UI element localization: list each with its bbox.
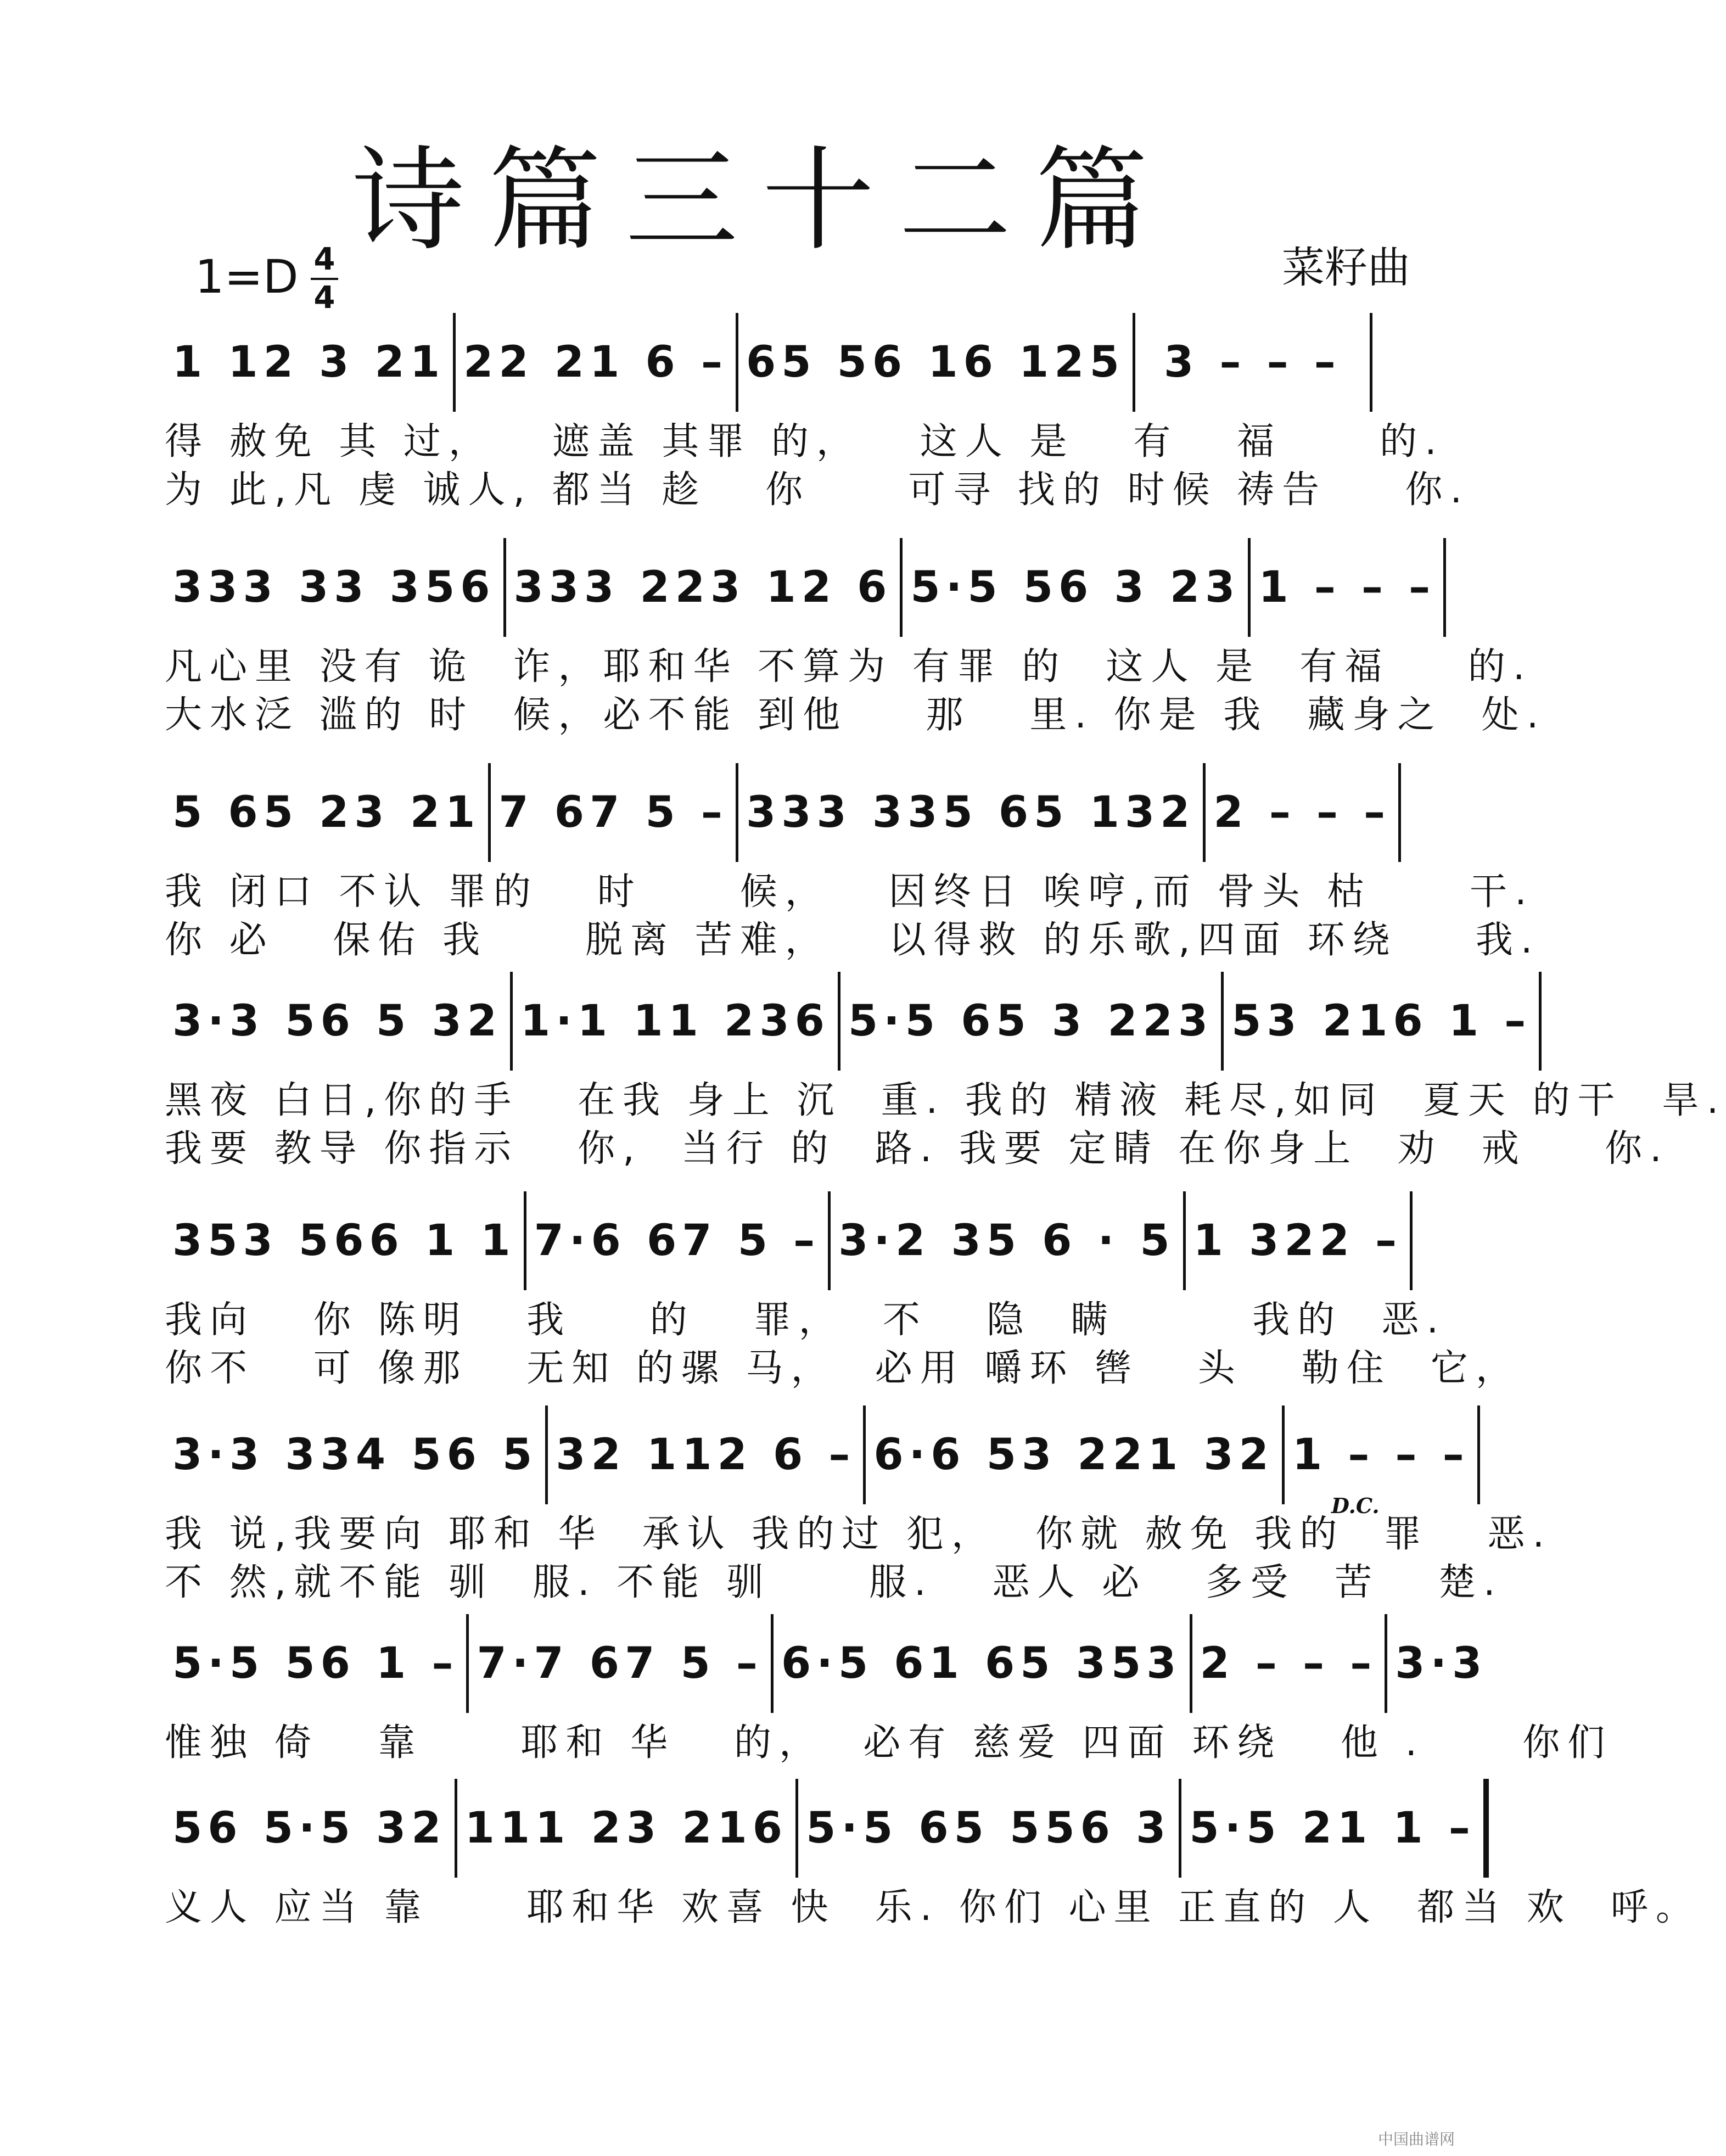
staff-row <box>165 1191 1403 1290</box>
barline <box>1370 313 1372 412</box>
time-signature <box>311 242 338 316</box>
final-barline <box>1483 1779 1489 1878</box>
staff-row <box>165 1614 1488 1713</box>
lyric-line: 我向 你 陈明 我 的 罪， 不 隐 瞒 我的 恶. <box>165 1298 1447 1342</box>
double-barline <box>1477 1405 1480 1504</box>
lyric-line: 不 然,就不能 驯 服. 不能 驯 服. 恶人 必 多受 苦 楚. <box>165 1561 1503 1604</box>
measure: 1 – – – <box>1258 563 1436 612</box>
measure: 6·5 61 65 353 <box>781 1639 1182 1688</box>
measure: 3·2 35 6 · 5 <box>838 1216 1175 1265</box>
system-8 <box>165 1779 1701 1929</box>
lyric-line: 惟独 倚 靠 耶和 华 的， 必有 慈爱 四面 环绕 他 . 你们 <box>165 1721 1613 1765</box>
lyric-line: 大水泛 滥的 时 候，必不能 到他 那 里. 你是 我 藏身之 处. <box>165 693 1546 737</box>
barline <box>1398 763 1401 862</box>
barline <box>1410 1191 1413 1290</box>
pickup-measure: 3·3 <box>1395 1639 1488 1688</box>
measure: 5·5 56 1 – <box>172 1639 459 1688</box>
measure: 53 216 1 – <box>1231 996 1532 1046</box>
measure: 7·6 67 5 – <box>534 1216 821 1265</box>
measure: 5·5 65 556 3 <box>806 1804 1172 1853</box>
measure: 1 322 – <box>1193 1216 1403 1265</box>
measure: 7·7 67 5 – <box>477 1639 763 1688</box>
measure: 3·3 334 56 5 <box>172 1430 538 1480</box>
measure: 333 33 356 <box>172 563 496 612</box>
measure: 5 65 23 21 <box>172 788 481 837</box>
system-3 <box>165 763 1540 962</box>
measure: 7 67 5 – <box>498 788 728 837</box>
system-4 <box>165 972 1726 1171</box>
lyric-line: 得 赦免 其 过， 遮盖 其罪 的， 这人 是 有 福 的. <box>165 420 1444 463</box>
barline <box>1539 972 1542 1071</box>
measure: 1 12 3 21 <box>172 338 446 387</box>
measure: 5·5 21 1 – <box>1189 1804 1476 1853</box>
staff-row <box>165 538 1436 637</box>
da-capo-mark: D.C. <box>1331 1493 1380 1518</box>
system-6 <box>165 1405 1553 1604</box>
system-5 <box>165 1191 1521 1390</box>
measure: 5·5 65 3 223 <box>848 996 1214 1046</box>
lyric-line: 你 必 保佑 我 脱离 苦难， 以得救 的乐歌,四面 环绕 我. <box>165 919 1540 962</box>
system-7 <box>165 1614 1613 1765</box>
measure: 22 21 6 – <box>463 338 728 387</box>
lyric-line: 我要 教导 你指示 你, 当行 的 路. 我要 定睛 在你身上 劝 戒 你. <box>165 1127 1669 1171</box>
watermark: 中国曲谱网 <box>1378 2130 1455 2148</box>
staff-row <box>165 763 1391 862</box>
measure: 3 – – – <box>1164 338 1341 387</box>
staff-row <box>165 1779 1476 1878</box>
lyric-line: 为 此,凡 虔 诚人, 都当 趁 你 可寻 找的 时候 祷告 你. <box>165 468 1470 512</box>
system-1 <box>165 313 1470 512</box>
measure: 2 – – – <box>1200 1639 1377 1688</box>
lyric-line: 凡心里 没有 诡 诈，耶和华 不算为 有罪 的 这人 是 有福 的. <box>165 645 1533 688</box>
measure: 333 223 12 6 <box>513 563 893 612</box>
composer: 菜籽曲 <box>1282 243 1411 293</box>
measure: 1·1 11 236 <box>520 996 830 1046</box>
time-denominator: 4 <box>313 280 335 316</box>
measure: 353 566 1 1 <box>172 1216 516 1265</box>
measure: 65 56 16 125 <box>746 338 1125 387</box>
measure: 56 5·5 32 <box>172 1804 447 1853</box>
system-2 <box>165 538 1546 737</box>
measure: 6·6 53 221 32 <box>873 1430 1274 1480</box>
measure: 32 112 6 – <box>556 1430 856 1480</box>
measure: 2 – – – <box>1213 788 1391 837</box>
measure: 3·3 56 5 32 <box>172 996 503 1046</box>
lyric-line: 你不 可 像那 无知 的骡 马， 必用 嚼环 辔 头 勒住 它， <box>165 1347 1521 1390</box>
lyric-line: 我 闭口 不认 罪的 时 候， 因终日 唉哼,而 骨头 枯 干. <box>165 870 1534 914</box>
song-title: 诗篇三十二篇 <box>352 136 1172 266</box>
lyric-line: 黑夜 白日,你的手 在我 身上 沉 重. 我的 精液 耗尽,如同 夏天 的干 旱. <box>165 1079 1726 1122</box>
measure: 333 335 65 132 <box>746 788 1196 837</box>
lyric-line: 义人 应当 靠 耶和华 欢喜 快 乐. 你们 心里 正直的 人 都当 欢 呼。 <box>165 1886 1701 1929</box>
time-numerator: 4 <box>313 242 335 277</box>
measure: 5·5 56 3 23 <box>910 563 1241 612</box>
staff-row <box>165 313 1372 412</box>
staff-row <box>165 1405 1470 1504</box>
barline <box>1443 538 1446 637</box>
measure: 1 – – – <box>1292 1430 1470 1480</box>
lyric-line: 我 说,我要向 耶和 华 承认 我的过 犯， 你就 赦免 我的 罪 恶. <box>165 1513 1553 1556</box>
key-signature: 1=D <box>195 250 299 304</box>
measure: 111 23 216 <box>464 1804 788 1853</box>
staff-row <box>165 972 1532 1071</box>
